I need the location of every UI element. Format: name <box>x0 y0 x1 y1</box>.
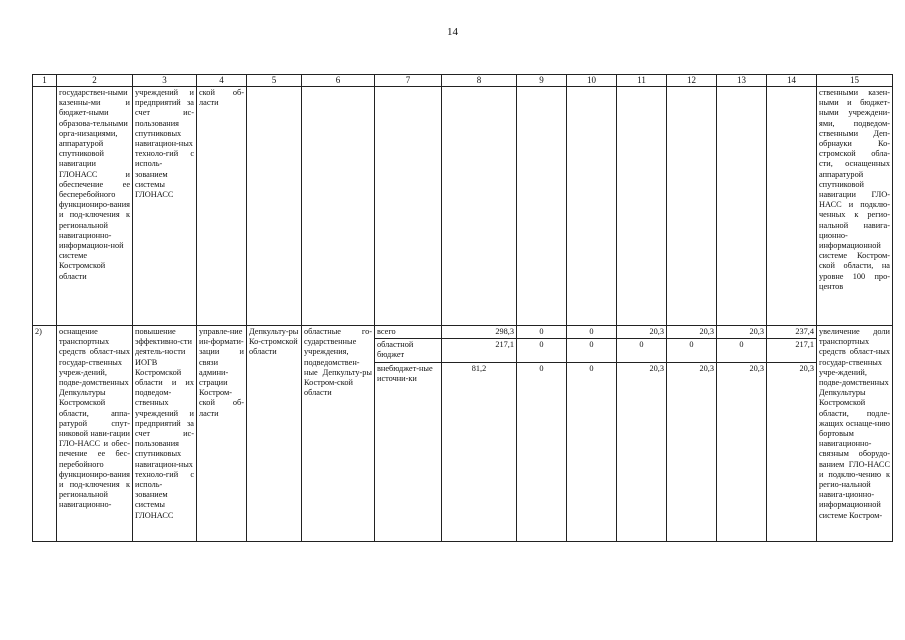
table-row <box>33 326 893 339</box>
value-cell <box>517 87 567 326</box>
col-header: 6 <box>302 75 375 87</box>
col-header: 10 <box>567 75 617 87</box>
measure-goal: учреждений и предприятий за счет ис-пользования спутниковых навигацион-ных техноло-гий с исполь-зованием системы ГЛОНАСС <box>133 87 197 326</box>
value-cell <box>442 87 517 326</box>
funding-source: всего <box>375 326 442 339</box>
value-cell: 217,1 <box>767 339 817 362</box>
value-cell: 0 <box>567 339 617 362</box>
value-cell: 20,3 <box>717 326 767 339</box>
value-cell: 0 <box>617 339 667 362</box>
funding-source: внебюджет-ные источни-ки <box>375 362 442 541</box>
participants: областные го-сударственные учреждения, подведомствен-ные Депкульту-ры Костром-ской области <box>302 326 375 542</box>
value-cell <box>617 87 667 326</box>
value-cell: 0 <box>517 362 567 541</box>
value-cell: 20,3 <box>717 362 767 541</box>
value-cell: 0 <box>667 339 717 362</box>
funding-source: областной бюджет <box>375 339 442 362</box>
col-header: 9 <box>517 75 567 87</box>
program-table <box>32 74 893 542</box>
value-cell: 298,3 <box>442 326 517 339</box>
value-cell: 81,2 <box>442 362 517 541</box>
measure-name: оснащение транспортных средств област-ных государ-ственных учреж-дений, подве-домственных Депкультуры Костромской области, аппа-ратурой спут-никовой нави-гации ГЛО-НАСС и обес-печение ее бес-перебойного функциониро-вания и под-ключения к региональной навигационно- <box>57 326 133 542</box>
participants <box>302 87 375 326</box>
col-header: 7 <box>375 75 442 87</box>
col-header: 3 <box>133 75 197 87</box>
col-header: 12 <box>667 75 717 87</box>
value-cell: 237,4 <box>767 326 817 339</box>
value-cell: 0 <box>517 326 567 339</box>
value-cell: 0 <box>517 339 567 362</box>
executor: управле-ние ин-формати-зации и связи админи-страции Костром-ской об-ласти <box>197 326 247 542</box>
row-number: 2) <box>33 326 57 542</box>
value-cell <box>667 87 717 326</box>
col-header: 5 <box>247 75 302 87</box>
measure-name: государствен-ными казенны-ми и бюджет-ными образова-тельными орга-низациями, аппаратурой спутниковой навигации ГЛОНАСС и обеспечение ее бесперебойного функциониро-вания и под-ключения к региональной навигационно-информацион-ной системе Костромской области <box>57 87 133 326</box>
value-cell: 20,3 <box>667 326 717 339</box>
value-cell <box>717 87 767 326</box>
header-row <box>33 75 893 87</box>
measure-goal: повышение эффективно-сти деятель-ности ИОГВ Костромской области и их подведом-ственных учреждений и предприятий за счет ис-пользования спутниковых навигацион-ных техноло-гий с исполь-зованием системы ГЛОНАСС <box>133 326 197 542</box>
col-header: 1 <box>33 75 57 87</box>
col-header: 13 <box>717 75 767 87</box>
value-cell: 20,3 <box>617 326 667 339</box>
col-header: 4 <box>197 75 247 87</box>
value-cell: 217,1 <box>442 339 517 362</box>
value-cell: 20,3 <box>767 362 817 541</box>
funding-source <box>375 87 442 326</box>
co-executor <box>247 87 302 326</box>
row-number <box>33 87 57 326</box>
col-header: 11 <box>617 75 667 87</box>
value-cell: 0 <box>567 362 617 541</box>
value-cell: 0 <box>567 326 617 339</box>
value-cell: 20,3 <box>667 362 717 541</box>
col-header: 2 <box>57 75 133 87</box>
value-cell: 20,3 <box>617 362 667 541</box>
executor: ской об-ласти <box>197 87 247 326</box>
value-cell <box>567 87 617 326</box>
table-row <box>33 87 893 326</box>
col-header: 8 <box>442 75 517 87</box>
col-header: 14 <box>767 75 817 87</box>
value-cell <box>767 87 817 326</box>
co-executor: Депкульту-ры Ко-стромской области <box>247 326 302 542</box>
page-number: 14 <box>447 26 458 38</box>
col-header: 15 <box>817 75 893 87</box>
expected-result: увеличение доли транспортных средств област-ных государ-ственных учре-ждений, подве-домственных Депкультуры Костромской области, подле-жащих оснаще-нию бортовым навигационно-связным оборудо-ванием ГЛО-НАСС и подклю-чению к регио-нальной навига-ционно-информационной системе Костром- <box>817 326 893 542</box>
expected-result: ственными казен-ными и бюджет-ными учреждени-ями, подведом-ственными Деп-обрнауки Ко-стромской обла-сти, оснащенных аппаратурой спутниковой навигации ГЛО-НАСС и подклю-ченных к регио-нальной навига-ционно-информационной системе Костром-ской области, на уровне 100 про-центов <box>817 87 893 326</box>
value-cell: 0 <box>717 339 767 362</box>
